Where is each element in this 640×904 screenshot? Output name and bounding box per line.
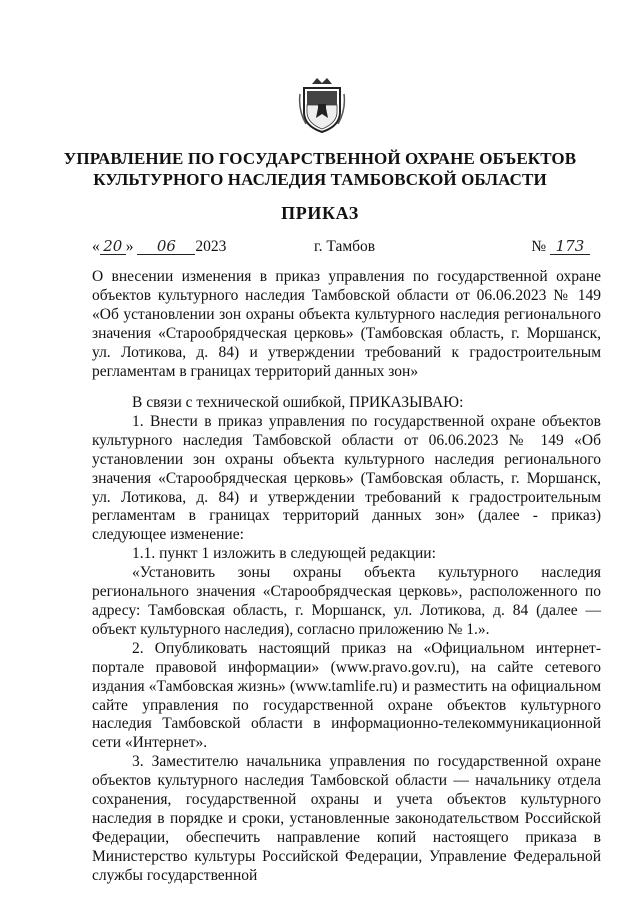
quote-open: « <box>92 238 100 255</box>
order-month: 06 <box>137 239 195 255</box>
date-line <box>92 238 596 260</box>
paragraph-1: 1. Внести в приказ управления по государственной охране объектов культурного наследия Тамбовской области от 06.06.2023 № 149 «Об установлении зон охраны объекта культурного наследия регионального значения «Старообрядческая церковь» (Тамбовская область, г. Моршанск, ул. Лотикова, д. 84) и утверждении требований к градостроительным регламентам в границах территорий данных зон» (далее - приказ) следующее изменение: <box>92 412 601 544</box>
paragraph-3: 3. Заместителю начальника управления по государственной охране объектов культурного наследия Тамбовской области — начальнику отдела сохранения, государственной охраны и учета объектов культурного наследия в порядке и сроки, установленные законодательством Российской Федерации, обеспечить направление копий настоящего приказа в Министерство культуры Российской Федерации, Управление Федеральной службы государственной <box>92 753 601 884</box>
org-line-1: УПРАВЛЕНИЕ ПО ГОСУДАРСТВЕННОЙ ОХРАНЕ ОБЪЕКТОВ <box>63 149 577 168</box>
order-year: 2023 <box>195 238 227 255</box>
number-label: № <box>531 238 547 255</box>
preamble-paragraph: В связи с технической ошибкой, ПРИКАЗЫВАЮ: <box>132 394 464 411</box>
organization-name <box>60 148 580 190</box>
quoted-clause: «Установить зоны охраны объекта культурного наследия регионального значения «Старообрядческая церковь», расположенного по адресу: Тамбовская область, г. Моршанск, ул. Лотикова, д. 84 (далее — объект культурного наследия), согласно приложению № 1.». <box>92 564 601 638</box>
order-body <box>92 394 601 886</box>
number-value: 173 <box>550 239 590 255</box>
order-number <box>531 238 590 256</box>
order-city: г. Тамбов <box>314 238 376 255</box>
order-date <box>92 238 226 256</box>
paragraph-1-1: 1.1. пункт 1 изложить в следующей редакции: <box>132 545 436 563</box>
org-line-2: КУЛЬТУРНОГО НАСЛЕДИЯ ТАМБОВСКОЙ ОБЛАСТИ <box>93 170 547 189</box>
paragraph-2: 2. Опубликовать настоящий приказ на «Официальном интернет-портале правовой информации» (www.pravo.gov.ru), на сайте сетевого издания «Тамбовская жизнь» (www.tamlife.ru) и разместить на официальном сайте управления по государственной охране объектов культурного наследия Тамбовской области в информационно-телекоммуникационной сети «Интернет». <box>92 639 601 752</box>
tambov-coat-of-arms-icon <box>298 74 346 134</box>
quote-close: » <box>125 238 134 255</box>
order-day: 20 <box>100 239 126 255</box>
order-subject <box>92 268 601 381</box>
document-type: ПРИКАЗ <box>281 203 359 223</box>
subject-text: О внесении изменения в приказ управления по государственной охране объектов культурного наследия Тамбовской области от 06.06.2023 № 149 «Об установлении зон охраны объекта культурного наследия регионального значения «Старообрядческая церковь» (Тамбовская область, г. Моршанск, ул. Лотикова, д. 84) и утверждении требований к градостроительным регламентам в границах территорий данных зон» <box>92 268 601 380</box>
